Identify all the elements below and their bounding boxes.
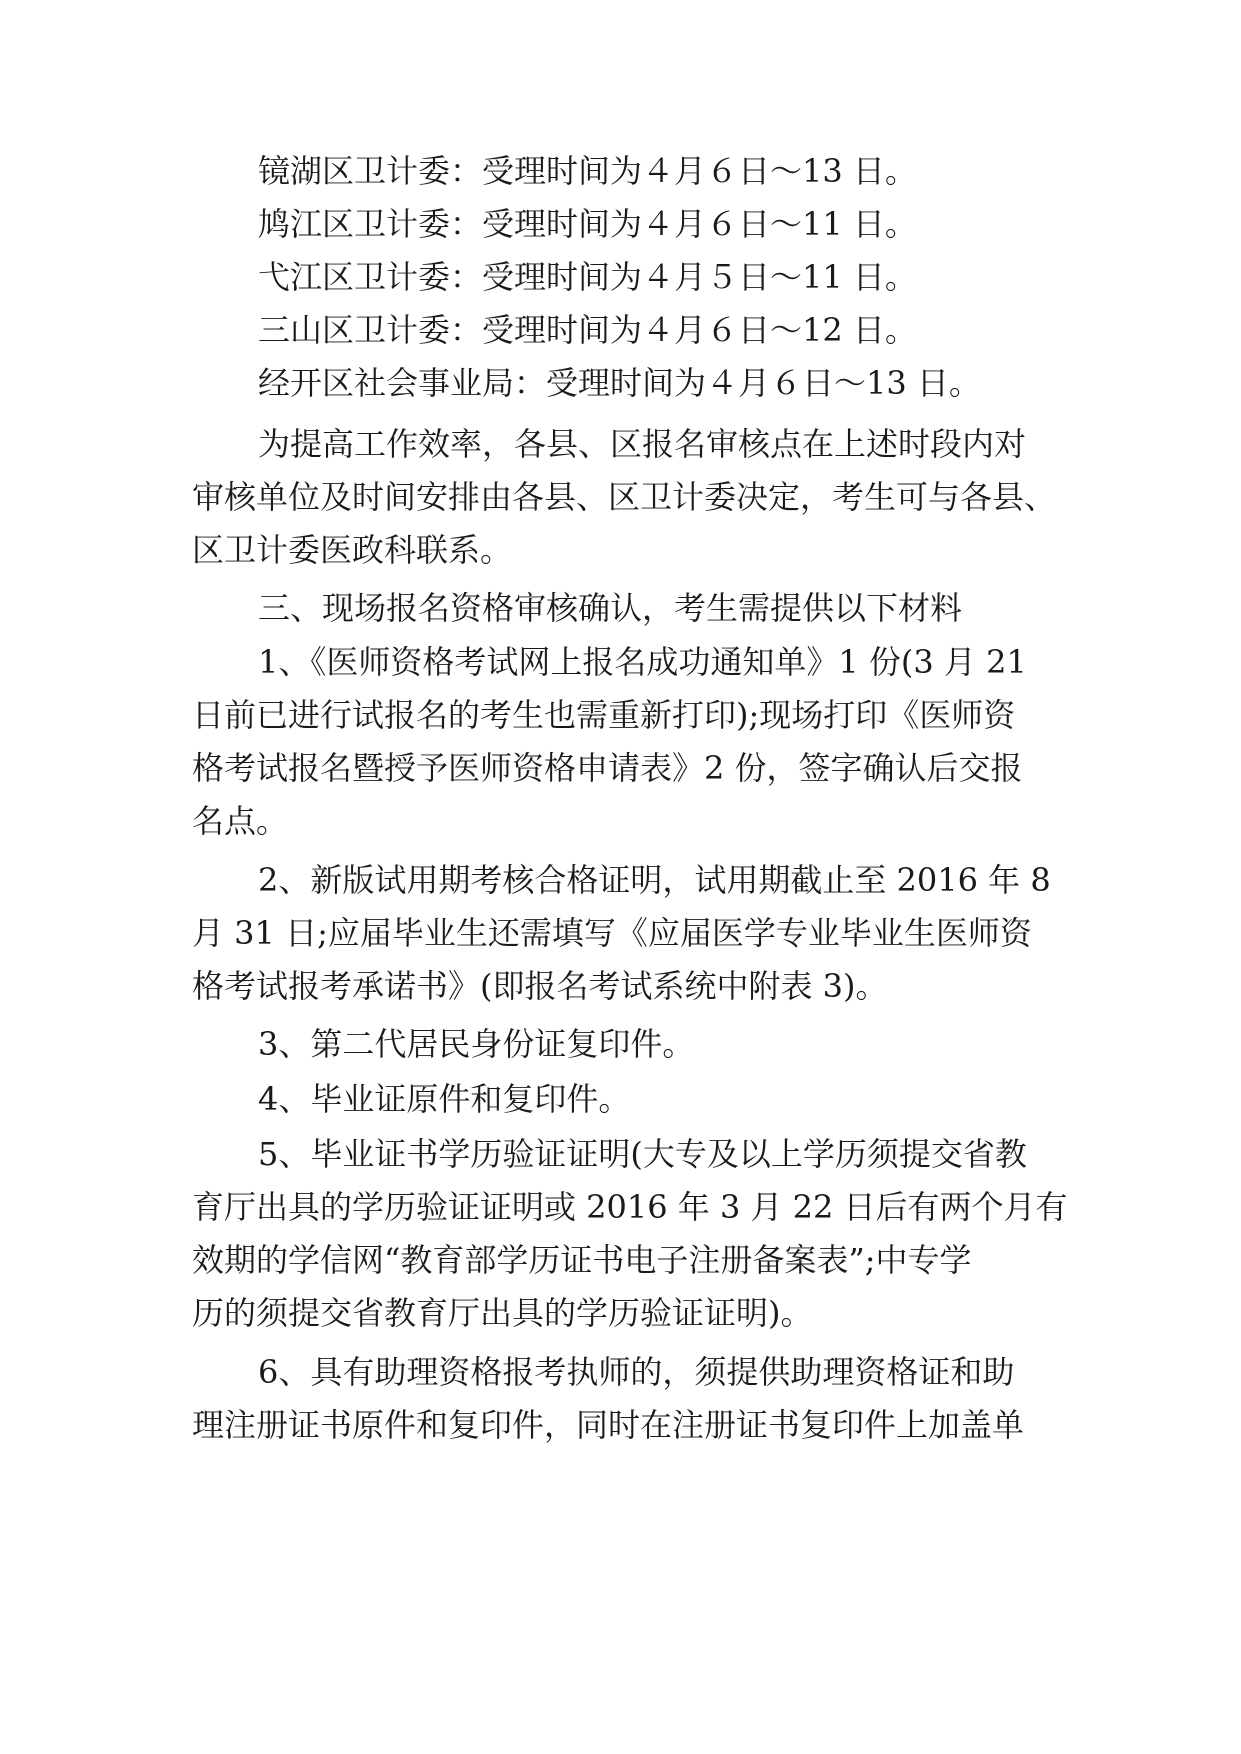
item-6-line-2: 理注册证书原件和复印件，同时在注册证书复印件上加盖单	[192, 1406, 1025, 1444]
item-1-line-3: 格考试报名暨授予医师资格申请表》2 份，签字确认后交报	[192, 749, 1023, 787]
paragraph-efficiency-line-3: 区卫计委医政科联系。	[192, 531, 513, 569]
item-1-line-2: 日前已进行试报名的考生也需重新打印);现场打印《医师资	[192, 696, 1016, 734]
paragraph-efficiency-line-1: 为提高工作效率，各县、区报名审核点在上述时段内对	[258, 425, 1027, 463]
text-line-sanshan: 三山区卫计委：受理时间为４月６日～12 日。	[258, 311, 917, 349]
item-5-line-4: 历的须提交省教育厅出具的学历验证证明)。	[192, 1294, 813, 1332]
item-5-line-2: 育厅出具的学历验证证明或 2016 年 3 月 22 日后有两个月有	[192, 1188, 1068, 1226]
paragraph-efficiency-line-2: 审核单位及时间安排由各县、区卫计委决定，考生可与各县、	[192, 478, 1057, 516]
item-3-line-1: 3、第二代居民身份证复印件。	[258, 1025, 695, 1063]
item-2-line-2: 月 31 日;应届毕业生还需填写《应届医学专业毕业生医师资	[192, 914, 1032, 952]
section-heading-three: 三、现场报名资格审核确认，考生需提供以下材料	[258, 589, 963, 627]
item-4-line-1: 4、毕业证原件和复印件。	[258, 1080, 631, 1118]
item-2-line-3: 格考试报考承诺书》(即报名考试系统中附表 3)。	[192, 967, 888, 1005]
item-5-line-1: 5、毕业证书学历验证证明(大专及以上学历须提交省教	[258, 1135, 1027, 1173]
text-line-jiujiang: 鸠江区卫计委：受理时间为４月６日～11 日。	[258, 205, 917, 243]
item-2-line-1: 2、新版试用期考核合格证明，试用期截止至 2016 年 8	[258, 861, 1051, 899]
item-1-line-1: 1、《医师资格考试网上报名成功通知单》1 份(3 月 21	[258, 643, 1027, 681]
text-line-jinghu: 镜湖区卫计委：受理时间为４月６日～13 日。	[258, 152, 917, 190]
item-1-line-4: 名点。	[192, 802, 289, 840]
text-line-yijiang: 弋江区卫计委：受理时间为４月５日～11 日。	[258, 258, 917, 296]
item-5-line-3: 效期的学信网“教育部学历证书电子注册备案表”;中专学	[192, 1241, 972, 1279]
item-6-line-1: 6、具有助理资格报考执师的，须提供助理资格证和助	[258, 1353, 1015, 1391]
text-line-jingkai: 经开区社会事业局：受理时间为４月６日～13 日。	[258, 364, 981, 402]
